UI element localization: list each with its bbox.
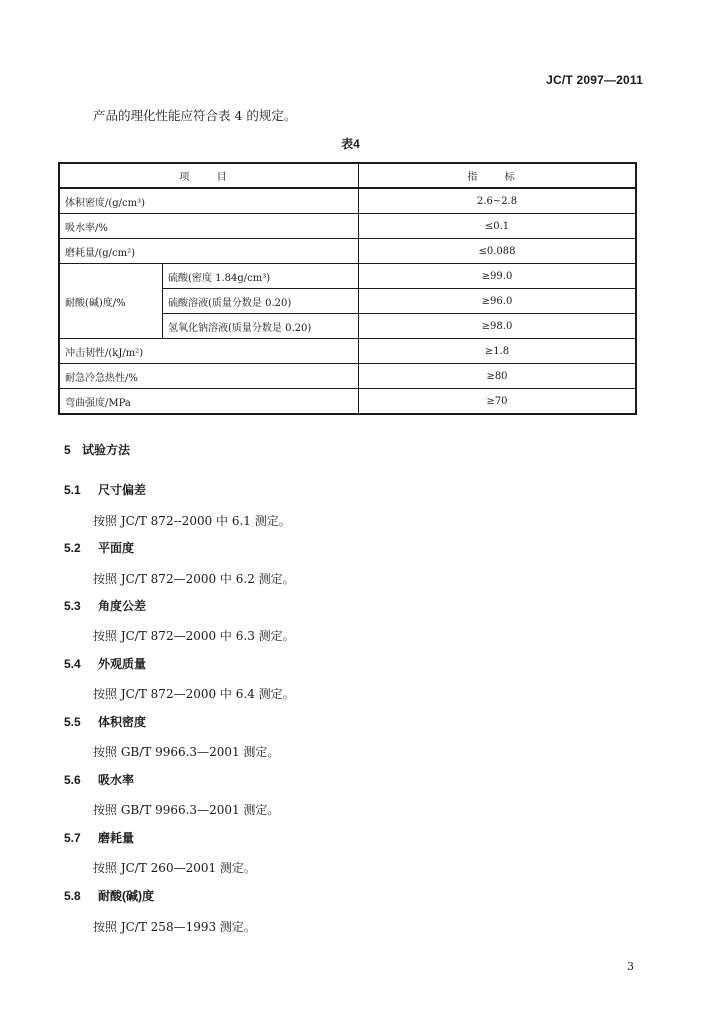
table-row (59, 188, 636, 214)
row-value: ≥99.0 (359, 264, 637, 289)
row-item: 耐急冷急热性/% (59, 364, 359, 389)
section-title: 试验方法 (82, 443, 131, 457)
page-number: 3 (627, 960, 634, 973)
subsection-heading (64, 655, 146, 672)
section-title: 磨耗量 (98, 831, 135, 845)
table-row (59, 389, 636, 415)
row-subitem: 硫酸(密度 1.84g/cm³) (163, 264, 359, 289)
section-number: 5.7 (64, 831, 81, 845)
row-value: ≥1.8 (359, 339, 637, 364)
subsection-heading (64, 887, 154, 904)
table-row (59, 214, 636, 239)
subsection-heading (64, 713, 146, 730)
section-heading (64, 441, 130, 458)
header-item: 项 目 (59, 163, 359, 188)
section-number: 5.1 (64, 483, 81, 497)
subsection-heading (64, 481, 146, 498)
section-text: 按照 JC/T 258—1993 测定。 (93, 920, 256, 934)
row-value: ≥98.0 (359, 314, 637, 339)
section-number: 5.2 (64, 541, 81, 555)
subsection-heading (64, 597, 146, 614)
section-title: 平面度 (98, 541, 135, 555)
row-value: ≥80 (359, 364, 637, 389)
row-value: ≤0.1 (359, 214, 637, 239)
section-title: 耐酸(碱)度 (98, 889, 154, 903)
section-text: 按照 JC/T 872—2000 中 6.2 测定。 (93, 572, 295, 586)
table-row (59, 364, 636, 389)
row-subitem: 氢氧化钠溶液(质量分数是 0.20) (163, 314, 359, 339)
row-value: ≥70 (359, 389, 637, 415)
section-number: 5.5 (64, 715, 81, 729)
section-number: 5.3 (64, 599, 81, 613)
section-title: 尺寸偏差 (98, 483, 147, 497)
subsection-heading (64, 539, 134, 556)
header-value: 指 标 (359, 163, 637, 188)
section-text: 按照 GB/T 9966.3—2001 测定。 (93, 803, 280, 817)
row-item: 体积密度/(g/cm³) (59, 188, 359, 214)
table-row (59, 239, 636, 264)
section-text: 按照 GB/T 9966.3—2001 测定。 (93, 745, 280, 759)
table-row (59, 264, 636, 289)
section-text: 按照 JC/T 260—2001 测定。 (93, 861, 256, 875)
subsection-heading (64, 771, 134, 788)
row-item: 吸水率/% (59, 214, 359, 239)
subsection-heading (64, 829, 134, 846)
section-number: 5.6 (64, 773, 81, 787)
row-item: 冲击韧性/(kJ/m²) (59, 339, 359, 364)
row-item: 磨耗量/(g/cm²) (59, 239, 359, 264)
intro-paragraph: 产品的理化性能应符合表 4 的规定。 (93, 108, 297, 123)
section-title: 外观质量 (98, 657, 147, 671)
table-row (59, 339, 636, 364)
row-value: ≥96.0 (359, 289, 637, 314)
section-text: 按照 JC/T 872—2000 中 6.4 测定。 (93, 687, 295, 701)
table-header-row (59, 163, 636, 188)
table-title: 表4 (341, 137, 360, 151)
row-item: 弯曲强度/MPa (59, 389, 359, 415)
row-group-item: 耐酸(碱)度/% (59, 264, 163, 339)
section-title: 体积密度 (98, 715, 147, 729)
section-number: 5.4 (64, 657, 81, 671)
row-value: ≤0.088 (359, 239, 637, 264)
row-value: 2.6~2.8 (359, 188, 637, 214)
section-text: 按照 JC/T 872—2000 中 6.3 测定。 (93, 629, 295, 643)
document-code: JC/T 2097—2011 (546, 73, 643, 87)
section-number: 5.8 (64, 889, 81, 903)
section-title: 吸水率 (98, 773, 135, 787)
section-number: 5 (64, 443, 71, 457)
row-subitem: 硫酸溶液(质量分数是 0.20) (163, 289, 359, 314)
section-text: 按照 JC/T 872--2000 中 6.1 测定。 (93, 514, 291, 528)
properties-table (58, 162, 637, 415)
section-title: 角度公差 (98, 599, 147, 613)
